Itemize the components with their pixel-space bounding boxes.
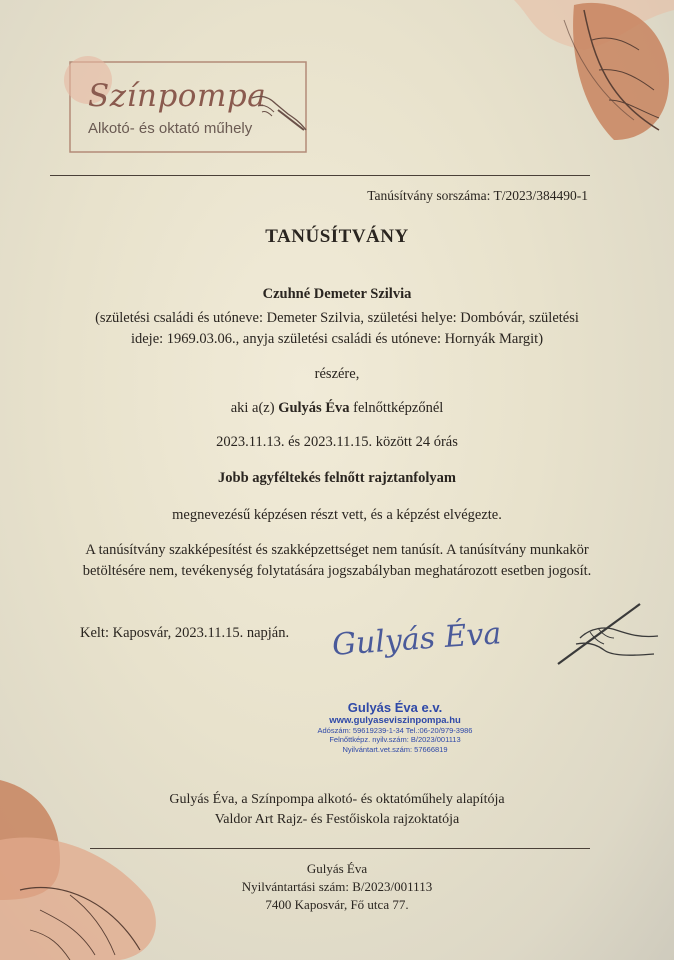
- footer-contact: [40, 860, 634, 915]
- disclaimer-line1: A tanúsítvány szakképesítést és szakképzettséget nem tanúsít. A tanúsítvány munkakör: [85, 542, 589, 558]
- stamp-website: www.gulyaseviszinpompa.hu: [329, 715, 461, 726]
- footer-name: Gulyás Éva: [306, 861, 368, 876]
- footer-registry: Nyilvántartási szám: B/2023/001113: [241, 879, 433, 895]
- logo-brand-text: Színpompa: [88, 78, 267, 114]
- provider-name: Gulyás Éva: [278, 400, 350, 416]
- footer-role-line1: Gulyás Éva, a Színpompa alkotó- és oktatóműhely alapítója: [169, 792, 505, 807]
- for-text: részére,: [314, 366, 360, 382]
- serial-number-line: [367, 188, 588, 204]
- recipient-details-line1: (születési családi és utóneve: Demeter Szilvia, születési helye: Dombóvár, születési: [95, 310, 579, 326]
- serial-label: Tanúsítvány sorszáma:: [367, 188, 491, 203]
- certificate-title: TANÚSÍTVÁNY: [265, 226, 409, 247]
- course-name: Jobb agyféltekés felnőtt rajztanfolyam: [218, 470, 456, 486]
- course-dates: 2023.11.13. és 2023.11.15. között 24 órás: [216, 434, 458, 450]
- stamp-name: Gulyás Éva e.v.: [347, 700, 443, 715]
- serial-number: T/2023/384490-1: [493, 188, 588, 203]
- recipient-details-line2: ideje: 1969.03.06., anyja születési családi és utóneve: Hornyák Margit): [130, 331, 544, 348]
- disclaimer-line2: betöltésére nem, tevékenység folytatására jogszabályban meghatározott esetben jogosít.: [82, 563, 592, 580]
- logo-tagline: Alkotó- és oktató műhely: [88, 120, 253, 137]
- company-stamp: [300, 700, 490, 754]
- footer-address: 7400 Kaposvár, Fő utca 77.: [265, 897, 409, 913]
- divider-top: [50, 175, 590, 176]
- footer-role-line2: Valdor Art Rajz- és Festőiskola rajzoktatója: [214, 811, 460, 827]
- stamp-line2: Felnőttképz. nyilv.szám: B/2023/001113: [329, 735, 461, 745]
- stamp-line3: Nyilvántart.vet.szám: 57666819: [342, 744, 448, 754]
- recipient-details: [40, 308, 634, 350]
- footer-role: [40, 790, 634, 829]
- recipient-name: Czuhné Demeter Szilvia: [262, 286, 412, 302]
- drawing-hand-icon: [248, 86, 310, 134]
- completion-text: megnevezésű képzésen részt vett, és a képzést elvégezte.: [172, 507, 502, 523]
- divider-bottom: [90, 848, 590, 849]
- provider-suffix: felnőttképzőnél: [353, 400, 444, 416]
- leaf-decoration-top-right: [474, 0, 674, 150]
- disclaimer: [40, 540, 634, 582]
- hand-with-pen-icon: [550, 598, 665, 670]
- issued-date: Kelt: Kaposvár, 2023.11.15. napján.: [80, 625, 290, 641]
- handwritten-signature: Gulyás Éva: [330, 616, 503, 663]
- provider-line: [40, 398, 634, 419]
- provider-prefix: aki a(z): [230, 400, 275, 416]
- stamp-line1: Adószám: 59619239-1-34 Tel.:06-20/979-3986: [317, 726, 473, 735]
